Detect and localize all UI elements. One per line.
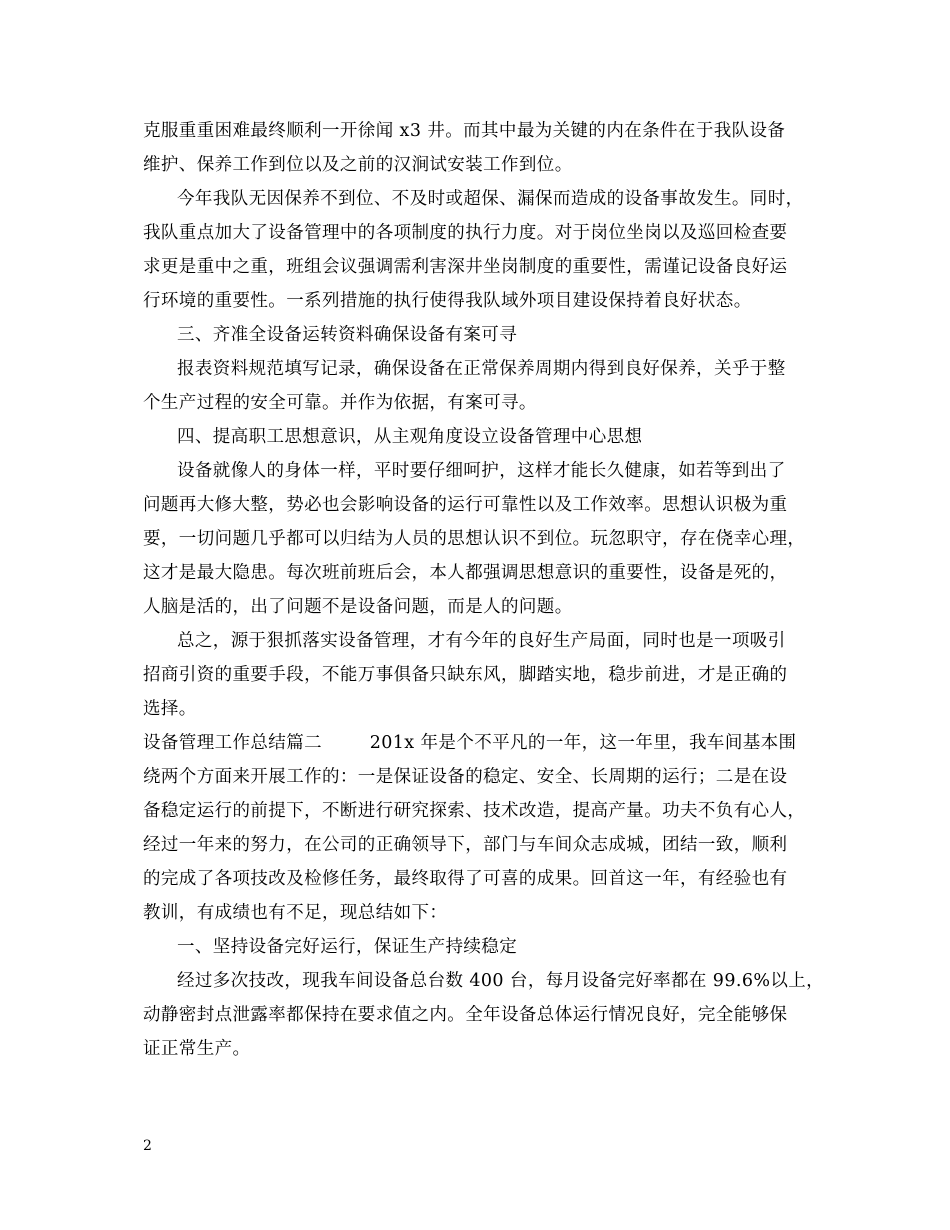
text-line: 教训，有成绩也有不足，现总结如下： [143,903,448,923]
text-line: 证正常生产。 [143,1039,251,1059]
text-line: 绕两个方面来开展工作的：一是保证设备的稳定、安全、长周期的运行；二是在设 [143,767,788,787]
text-line: 这才是最大隐患。每次班前班后会，本人都强调思想意识的重要性，设备是死的， [143,563,788,583]
text-line: 招商引资的重要手段，不能万事俱备只缺东风，脚踏实地，稳步前进，才是正确的 [143,665,788,685]
text-line: 要，一切问题几乎都可以归结为人员的思想认识不到位。玩忽职守，存在侥幸心理， [143,529,806,549]
page-number: 2 [143,1138,152,1154]
text-line: 备稳定运行的前提下，不断进行研究探索、技术改造，提高产量。功夫不负有心人， [143,801,806,821]
text-line: 我队重点加大了设备管理中的各项制度的执行力度。对于岗位坐岗以及巡回检查要 [143,223,788,243]
text-line: 求更是重中之重，班组会议强调需利害深井坐岗制度的重要性，需谨记设备良好运 [143,257,788,277]
text-line: 动静密封点泄露率都保持在要求值之内。全年设备总体运行情况良好，完全能够保 [143,1005,788,1025]
text-line: 经过多次技改，现我车间设备总台数 400 台，每月设备完好率都在 99.6%以上， [177,971,825,991]
article-title-line: 设备管理工作总结篇二 201x 年是个不平凡的一年，这一年里，我车间基本围 [143,733,797,753]
text-line: 的完成了各项技改及检修任务，最终取得了可喜的成果。回首这一年，有经验也有 [143,869,788,889]
text-line: 问题再大修大整，势必也会影响设备的运行可靠性以及工作效率。思想认识极为重 [143,495,788,515]
text-line: 选择。 [143,699,197,719]
text-line: 个生产过程的安全可靠。并作为依据，有案可寻。 [143,393,537,413]
section-heading: 一、坚持设备完好运行，保证生产持续稳定 [177,937,518,957]
text-line: 今年我队无因保养不到位、不及时或超保、漏保而造成的设备事故发生。同时， [177,189,804,209]
text-line: 总之，源于狠抓落实设备管理，才有今年的良好生产局面，同时也是一项吸引 [177,631,786,651]
section-heading: 四、提高职工思想意识，从主观角度设立设备管理中心思想 [177,427,643,447]
text-line: 人脑是活的，出了问题不是设备问题，而是人的问题。 [143,597,573,617]
text-line: 维护、保养工作到位以及之前的汉涧试安装工作到位。 [143,155,573,175]
text-line: 经过一年来的努力，在公司的正确领导下，部门与车间众志成城，团结一致，顺利 [143,835,788,855]
section-heading: 三、齐准全设备运转资料确保设备有案可寻 [177,325,518,345]
text-line: 设备就像人的身体一样，平时要仔细呵护，这样才能长久健康，如若等到出了 [177,461,786,481]
text-line: 克服重重困难最终顺利一开徐闻 x3 井。而其中最为关键的内在条件在于我队设备 [143,121,786,141]
text-line: 报表资料规范填写记录，确保设备在正常保养周期内得到良好保养，关乎于整 [177,359,786,379]
text-line: 行环境的重要性。一系列措施的执行使得我队域外项目建设保持着良好状态。 [143,291,752,311]
